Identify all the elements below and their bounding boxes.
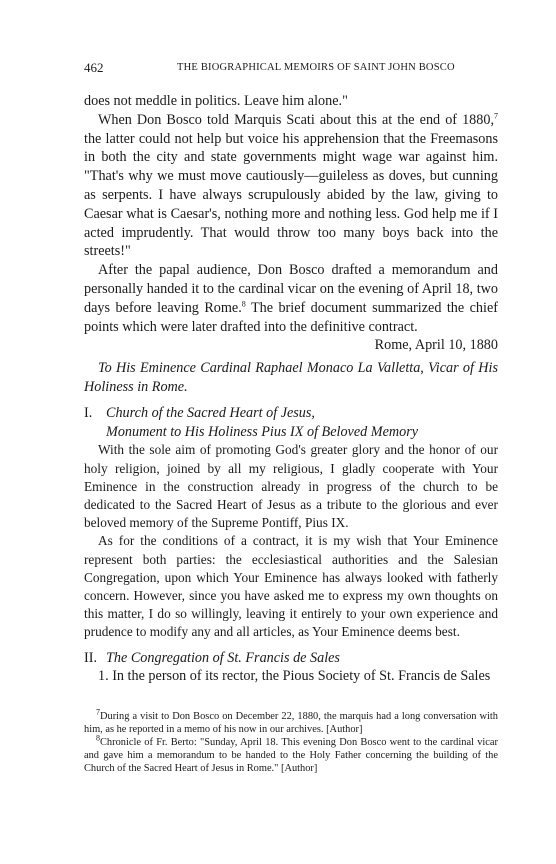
paragraph bbox=[84, 261, 498, 336]
section-title: The Congregation of St. Francis de Sales bbox=[106, 649, 340, 666]
footnotes bbox=[84, 707, 498, 775]
paragraph: With the sole aim of promoting God's greater glory and the honor of our holy religion, joined by all my religious, I gladly cooperate with Your Eminence in the construction already in progress of the church to be dedicated to the Sacred Heart of Jesus as a tribute to the glorious and ever beloved memory of the Supreme Pontiff, Pius IX. bbox=[84, 442, 498, 531]
section-subtitle: Monument to His Holiness Pius IX of Beloved Memory bbox=[106, 423, 419, 440]
paragraph: As for the conditions of a contract, it is my wish that Your Eminence represent both parties: the ecclesiastical authorities and the Salesian Congregation, upon which Your Eminence has always looked with fatherly concern. However, since you have asked me to express my own thoughts on this matter, I do so willingly, leaving it entirely to your own experience and prudence to modify any and all articles, as Your Eminence deems best. bbox=[84, 533, 498, 640]
section-heading bbox=[84, 649, 498, 668]
section-number: II. bbox=[84, 649, 97, 666]
footnote bbox=[84, 733, 498, 775]
running-head: THE BIOGRAPHICAL MEMOIRS OF SAINT JOHN BOSCO bbox=[177, 62, 455, 73]
section-title: Church of the Sacred Heart of Jesus, bbox=[106, 404, 315, 421]
section-heading bbox=[84, 404, 498, 423]
footnote-mark: 7 bbox=[96, 707, 100, 717]
footnote bbox=[84, 707, 498, 736]
letter-dateline: Rome, April 10, 1880 bbox=[374, 337, 498, 354]
page-number: 462 bbox=[84, 60, 104, 75]
footnote-mark: 8 bbox=[96, 733, 100, 743]
footnote-text: During a visit to Don Bosco on December 22, 1880, the marquis had a long conversation with him, as he reported in a memo of his now in our archives. [Author] bbox=[84, 711, 498, 735]
footnote-text: Chronicle of Fr. Berto: "Sunday, April 18. This evening Don Bosco went to the cardinal vicar and gave him a memorandum to be handed to the Holy Father concerning the building of the Church of the Sacred Heart of Jesus in Rome." [Author] bbox=[84, 737, 498, 774]
paragraph-text: After the papal audience, Don Bosco drafted a memorandum and personally handed it to the cardinal vicar on the evening of April 18, two days before leaving Rome. bbox=[84, 262, 498, 316]
section-number: I. bbox=[84, 404, 93, 421]
footnote-ref: 8 bbox=[241, 299, 246, 309]
paragraph-text: the latter could not help but voice his apprehension that the Freemasons in both the city and state governments might wage war against him. "That's why we must move cautiously—guileless as doves, but cunning as serpents. I have always scrupulously abided by the law, giving to Caesar what is Caesar's, nothing more and nothing less. God help me if I acted imprudently. That would throw too many boys back into the streets!" bbox=[84, 130, 498, 260]
main-text bbox=[84, 92, 498, 686]
paragraph: does not meddle in politics. Leave him alone." bbox=[84, 93, 348, 109]
paragraph: 1. In the person of its rector, the Pious Society of St. Francis de Sales bbox=[98, 668, 491, 685]
letter-address: To His Eminence Cardinal Raphael Monaco La Valletta, Vicar of His Holiness in Rome. bbox=[84, 360, 498, 395]
paragraph bbox=[84, 111, 498, 261]
paragraph-text: The brief document summarized the chief points which were later drafted into the definitive contract. bbox=[84, 299, 498, 335]
paragraph-text: When Don Bosco told Marquis Scati about this at the end of 1880, bbox=[98, 111, 494, 128]
footnote-ref: 7 bbox=[494, 111, 498, 121]
letter-body bbox=[84, 441, 498, 641]
